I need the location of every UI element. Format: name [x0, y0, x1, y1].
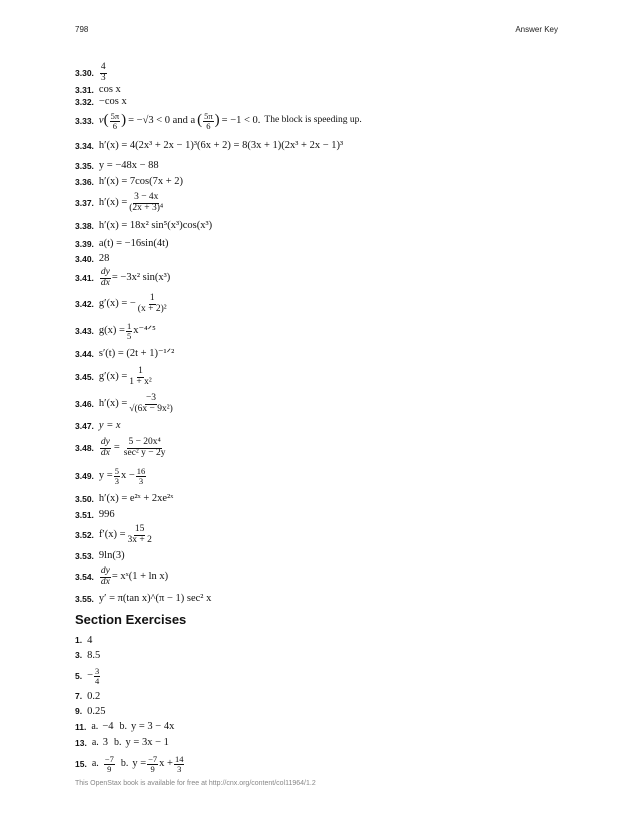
- numerator: dy: [100, 566, 110, 576]
- exercise-text: 4: [87, 634, 93, 646]
- part-label: b.: [120, 757, 129, 769]
- answer-text: g′(x) = −: [98, 298, 136, 310]
- answer-number: 3.42.: [75, 298, 94, 309]
- exercise-11: [75, 719, 565, 735]
- fraction: [127, 525, 153, 545]
- numerator: 15: [134, 524, 145, 534]
- denominator: 3: [177, 763, 182, 774]
- answer-text: h′(x) = 4(2x³ + 2x − 1)³(6x + 2) = 8(3x + 1)(2x³ + 2x − 1)³: [98, 140, 344, 152]
- page-number: 798: [75, 25, 89, 34]
- denominator: dx: [100, 447, 110, 458]
- answer-text: g(x) =: [98, 325, 125, 337]
- answer-number: 3.43.: [75, 325, 94, 336]
- exercise-text: y = 3x − 1: [125, 737, 169, 749]
- answer-3-51: [75, 508, 565, 522]
- answer-text: y′ = π(tan x)^(π − 1) sec² x: [98, 593, 212, 605]
- footer-note: This OpenStax book is available for free at http://cnx.org/content/col11964/1.2: [75, 780, 316, 787]
- answer-3-52: [75, 522, 565, 548]
- answer-number: 3.32.: [75, 96, 94, 107]
- denominator: 3: [100, 72, 106, 83]
- exercise-number: 3.: [75, 650, 83, 661]
- answer-3-39: [75, 236, 565, 252]
- fraction: [123, 438, 167, 458]
- section-title: Section Exercises: [75, 612, 187, 627]
- answer-3-50: [75, 490, 565, 508]
- numerator: 4: [100, 62, 106, 72]
- answer-number: 3.31.: [75, 84, 94, 95]
- answer-number: 3.41.: [75, 272, 94, 283]
- numerator: 3 − 4x: [134, 192, 159, 202]
- answer-3-34: [75, 134, 565, 158]
- answer-text: 9ln(3): [98, 550, 125, 562]
- exercise-text: 8.5: [87, 649, 101, 661]
- denominator: 6: [112, 120, 117, 131]
- denominator: 9: [150, 763, 155, 774]
- answer-text: y =: [98, 470, 113, 482]
- answer-number: 3.46.: [75, 398, 94, 409]
- answer-text: f′(x) =: [98, 529, 126, 541]
- fraction: [128, 394, 174, 414]
- answer-3-53: [75, 548, 565, 564]
- denominator: 3: [138, 475, 144, 486]
- answer-number: 3.44.: [75, 348, 94, 359]
- answer-list: [75, 62, 565, 777]
- numerator: −7: [148, 754, 158, 764]
- exercise-15: [75, 751, 565, 777]
- fraction: [203, 112, 214, 130]
- fraction: [174, 755, 185, 773]
- answer-text: g′(x) =: [98, 371, 128, 383]
- answer-number: 3.35.: [75, 160, 94, 171]
- numerator: dy: [100, 437, 110, 447]
- fraction: [114, 467, 120, 485]
- denominator: (2x + 3)⁴: [129, 202, 164, 213]
- numerator: −3: [145, 393, 157, 403]
- answer-text: cos x: [98, 84, 121, 96]
- exercise-text: y =: [132, 758, 147, 770]
- answer-number: 3.39.: [75, 238, 94, 249]
- fraction: [104, 755, 115, 773]
- answer-text: 996: [98, 509, 115, 521]
- numerator: 5π: [204, 111, 213, 121]
- denominator: 3x + 2: [127, 534, 152, 545]
- answer-number: 3.38.: [75, 220, 94, 231]
- exercise-number: 15.: [75, 758, 87, 769]
- answer-number: 3.33.: [75, 115, 94, 126]
- answer-text: h′(x) = 18x² sin⁵(x³)cos(x³): [98, 220, 213, 232]
- fraction: [147, 755, 158, 773]
- answer-number: 3.55.: [75, 593, 94, 604]
- fraction: [128, 367, 152, 387]
- answer-text: = −√3 < 0 and a: [128, 115, 196, 127]
- numerator: dy: [100, 267, 110, 277]
- answer-text: = −3x² sin(x³): [111, 272, 171, 284]
- answer-number: 3.40.: [75, 253, 94, 264]
- answer-3-33: 3.33. v ( $\frac{5\pi}{6}$ ) = −√3 < 0 and a ( $\frac{5\pi}{6}$ ) = −1 < 0. The block is speeding up.: [75, 111, 362, 131]
- numerator: 14: [174, 754, 184, 764]
- answer-number: 3.30.: [75, 67, 94, 78]
- answer-number: 3.45.: [75, 371, 94, 382]
- fraction: [100, 438, 111, 458]
- answer-3-43: [75, 318, 565, 344]
- denominator: 6: [206, 120, 211, 131]
- denominator: sec² y − 2y: [123, 447, 166, 458]
- answer-number: 3.50.: [75, 493, 94, 504]
- exercise-9: [75, 704, 565, 719]
- answer-3-38: [75, 216, 565, 236]
- answer-text: h′(x) = 7cos(7x + 2): [98, 176, 184, 188]
- part-label: a.: [91, 757, 99, 769]
- answer-3-42: [75, 290, 565, 318]
- exercise-text: 0.2: [87, 690, 101, 702]
- part-label: a.: [91, 720, 99, 732]
- answer-number: 3.47.: [75, 420, 94, 431]
- exercise-text: 0.25: [87, 705, 106, 717]
- answer-3-49: [75, 462, 565, 490]
- answer-text: s′(t) = (2t + 1)⁻¹ᐟ²: [98, 348, 175, 360]
- answer-3-47: [75, 418, 565, 434]
- answer-3-31: [75, 84, 565, 96]
- answer-number: 3.51.: [75, 509, 94, 520]
- denominator: 5: [126, 330, 132, 341]
- exercise-text: y = 3 − 4x: [130, 721, 175, 733]
- numerator: −7: [104, 754, 114, 764]
- exercise-number: 7.: [75, 691, 83, 702]
- answer-number: 3.54.: [75, 571, 94, 582]
- exercise-number: 13.: [75, 737, 87, 748]
- numerator: 1: [138, 366, 143, 376]
- exercise-text: x +: [159, 758, 173, 770]
- fraction: [126, 322, 132, 340]
- numerator: 1: [126, 321, 132, 331]
- numerator: 3: [95, 666, 100, 676]
- fraction: [100, 268, 111, 288]
- numerator: 5: [114, 466, 119, 476]
- answer-number: 3.52.: [75, 529, 94, 540]
- exercise-number: 11.: [75, 721, 87, 732]
- exercise-13: [75, 735, 565, 751]
- denominator: √(6x − 9x²): [129, 403, 173, 414]
- denominator: 9: [107, 763, 112, 774]
- answer-number: 3.49.: [75, 470, 94, 481]
- exercise-text: −4: [102, 721, 114, 733]
- answer-3-54: [75, 564, 565, 590]
- part-label: a.: [91, 736, 99, 748]
- answer-text: 28: [98, 253, 110, 265]
- fraction: [100, 567, 111, 587]
- fraction: [136, 467, 147, 485]
- answer-3-32: [75, 96, 565, 108]
- numerator: 16: [136, 466, 146, 476]
- answer-text: y = x: [98, 420, 121, 432]
- fraction: [110, 112, 121, 130]
- answer-number: 3.48.: [75, 442, 94, 453]
- exercise-number: 9.: [75, 706, 83, 717]
- answer-number: 3.37.: [75, 197, 94, 208]
- answer-text: y = −48x − 88: [98, 160, 159, 172]
- answer-3-35: [75, 158, 565, 174]
- denominator: 3: [114, 475, 119, 486]
- denominator: dx: [100, 277, 110, 288]
- fraction: [137, 294, 168, 314]
- exercise-text: −: [87, 670, 94, 682]
- answer-text: =: [113, 442, 120, 454]
- denominator: dx: [100, 576, 110, 587]
- exercise-5: [75, 663, 565, 689]
- denominator: 1 + x²: [129, 376, 152, 387]
- answer-text: −cos x: [98, 96, 127, 108]
- exercise-7: [75, 689, 565, 704]
- numerator: 5 − 20x⁴: [128, 437, 161, 447]
- exercise-3: [75, 648, 565, 663]
- denominator: (x + 2)²: [137, 303, 167, 314]
- fraction: [100, 63, 107, 83]
- part-label: b.: [114, 736, 122, 748]
- answer-text: = −1 < 0.: [221, 115, 261, 127]
- exercise-1: [75, 633, 565, 648]
- answer-text: h′(x) = e²ˣ + 2xe²ˣ: [98, 493, 174, 505]
- answer-3-41: [75, 266, 565, 290]
- answer-text: x −: [120, 470, 135, 482]
- answer-text: x⁻⁴ᐟ⁵: [133, 325, 156, 337]
- answer-number: 3.34.: [75, 140, 94, 151]
- answer-text: h′(x) =: [98, 398, 128, 410]
- part-label: b.: [119, 720, 127, 732]
- answer-number: 3.36.: [75, 176, 94, 187]
- answer-text: The block is speeding up.: [264, 115, 362, 126]
- answer-text: = xˣ(1 + ln x): [111, 571, 169, 583]
- answer-text: h′(x) =: [98, 197, 128, 209]
- answer-3-46: [75, 390, 565, 418]
- numerator: 5π: [110, 111, 120, 121]
- numerator: 1: [149, 293, 155, 303]
- fraction: [94, 667, 100, 685]
- exercise-text: 3: [102, 737, 109, 749]
- answer-text: v: [98, 115, 104, 127]
- exercise-number: 5.: [75, 670, 83, 681]
- denominator: 4: [95, 675, 100, 686]
- exercise-number: 1.: [75, 635, 83, 646]
- answer-3-37: [75, 190, 565, 216]
- answer-3-36: [75, 174, 565, 190]
- answer-3-45: [75, 364, 565, 390]
- answer-3-48: [75, 434, 565, 462]
- answer-3-44: [75, 344, 565, 364]
- answer-text: a(t) = −16sin(4t): [98, 238, 169, 250]
- fraction: [128, 193, 164, 213]
- answer-3-30: [75, 62, 565, 84]
- answer-number: 3.53.: [75, 550, 94, 561]
- answer-3-55: [75, 590, 565, 608]
- answer-3-40: [75, 252, 565, 266]
- header-title: Answer Key: [515, 25, 558, 34]
